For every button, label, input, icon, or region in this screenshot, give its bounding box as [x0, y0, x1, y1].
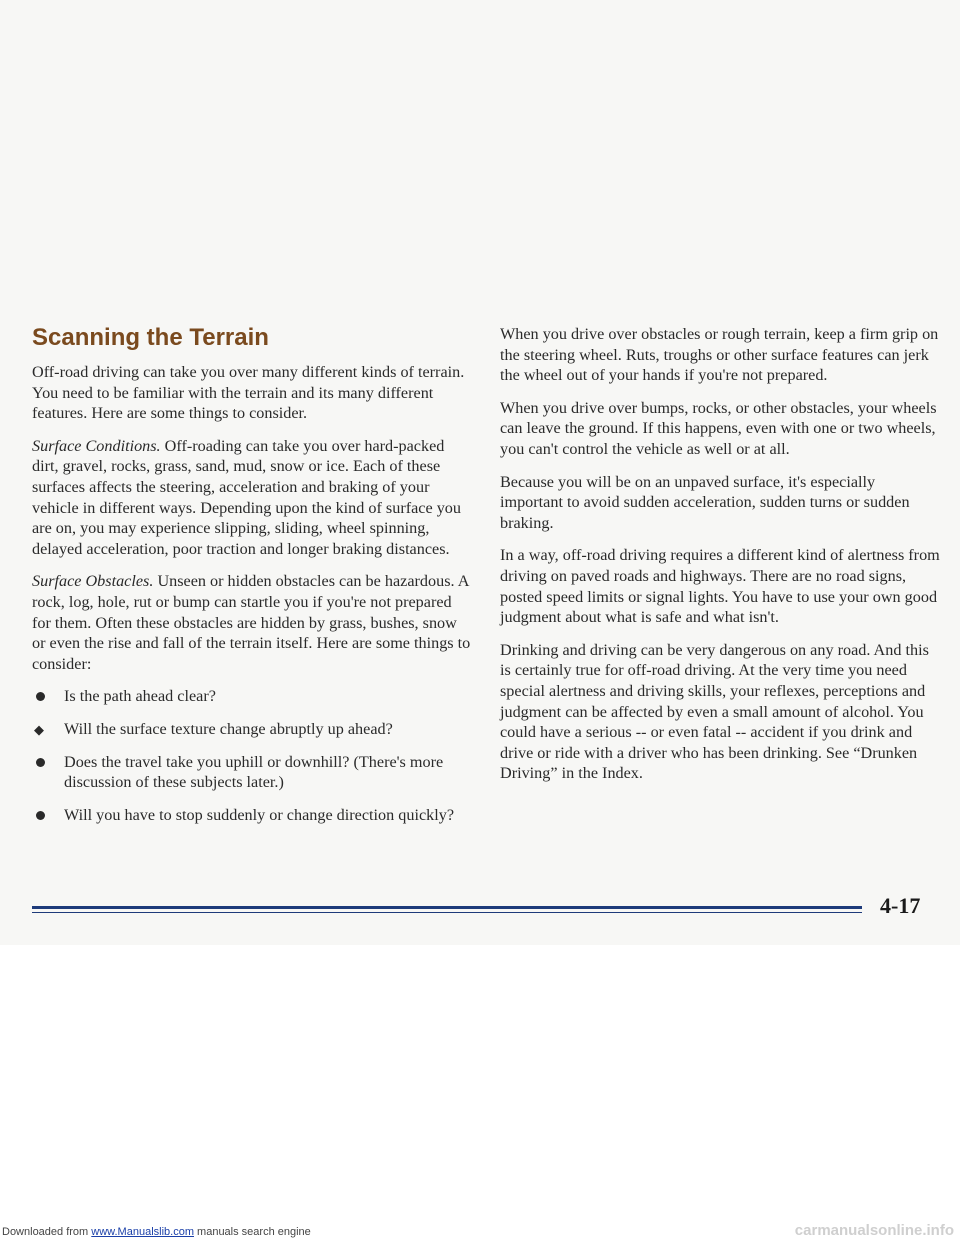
manualslib-link[interactable]: www.Manualslib.com — [91, 1226, 194, 1238]
list-item-text: Will you have to stop suddenly or change direction quickly? — [64, 805, 455, 824]
paragraph: Drinking and driving can be very dangerous on any road. And this is certainly true for off-road driving. At the very time you need special alertness and driving skills, your reflexes, perceptions and judgment can be affected by even a small amount of alcohol. You could have a serious -- or even fatal -- accident if you drink and drive or ride with a driver who has been drinking. See “Drunken Driving” in the Index. — [500, 640, 929, 783]
right-column — [500, 324, 940, 796]
surface-obstacles-lead: Surface Obstacles. — [32, 572, 154, 591]
bullet-icon — [36, 692, 45, 701]
surface-conditions-paragraph — [32, 436, 472, 560]
list-item — [32, 805, 472, 826]
surface-obstacles-text: Unseen or hidden obstacles can be hazardous. A rock, log, hole, rut or bump can startle you if you're not prepared for them. Often these obstacles are hidden by grass, bushes, snow or even the rise and fall of the terrain itself. Here are some things to consider: — [32, 572, 471, 673]
paragraph: When you drive over bumps, rocks, or other obstacles, your wheels can leave the ground. If this happens, even with one or two wheels, you can't control the vehicle as well or at all. — [500, 398, 937, 458]
footer-rule-thin — [32, 912, 862, 913]
bullet-icon — [36, 811, 45, 820]
list-item — [32, 719, 472, 740]
list-item-text: Is the path ahead clear? — [64, 687, 216, 706]
list-item — [32, 752, 472, 793]
bullet-diamond-icon: ◆ — [34, 721, 44, 737]
page-number: 4-17 — [880, 893, 921, 918]
paragraph: In a way, off-road driving requires a different kind of alertness from driving on paved roads and highways. There are no road signs, posted speed limits or signal lights. You have to use your own good judgment about what is safe and what isn't. — [500, 546, 940, 627]
consider-list — [32, 686, 472, 825]
surface-obstacles-paragraph — [32, 571, 472, 674]
list-item — [32, 686, 472, 707]
paragraph: When you drive over obstacles or rough terrain, keep a firm grip on the steering wheel. Ruts, troughs or other surface features can jerk the wheel out of your hands if you're not prepared. — [500, 325, 939, 385]
surface-conditions-text: Off-roading can take you over hard-packed dirt, gravel, rocks, grass, sand, mud, snow or ice. Each of these surfaces affects the steering, acceleration and braking of your vehicle in different ways. Depending upon the kind of surface you are on, you may experience slipping, sliding, wheel spinning, delayed acceleration, poor traction and longer braking distances. — [32, 436, 461, 558]
intro-paragraph: Off-road driving can take you over many different kinds of terrain. You need to be familiar with the terrain and its many different features. Here are some things to consider. — [32, 363, 465, 423]
download-attribution — [2, 1226, 311, 1238]
download-suffix: manuals search engine — [193, 1226, 311, 1238]
surface-conditions-lead: Surface Conditions. — [32, 436, 161, 455]
footer-rule-thick — [32, 906, 862, 909]
watermark-logo: carmanualsonline.info — [794, 1222, 954, 1239]
bullet-icon — [36, 758, 45, 767]
download-prefix: Downloaded from — [2, 1226, 92, 1238]
left-column — [32, 324, 472, 837]
section-heading: Scanning the Terrain — [32, 324, 269, 351]
list-item-text: Does the travel take you uphill or downhill? (There's more discussion of these subjects later.) — [64, 752, 444, 792]
paragraph: Because you will be on an unpaved surface, it's especially important to avoid sudden acceleration, sudden turns or sudden braking. — [500, 472, 910, 532]
list-item-text: Will the surface texture change abruptly up ahead? — [64, 719, 393, 738]
